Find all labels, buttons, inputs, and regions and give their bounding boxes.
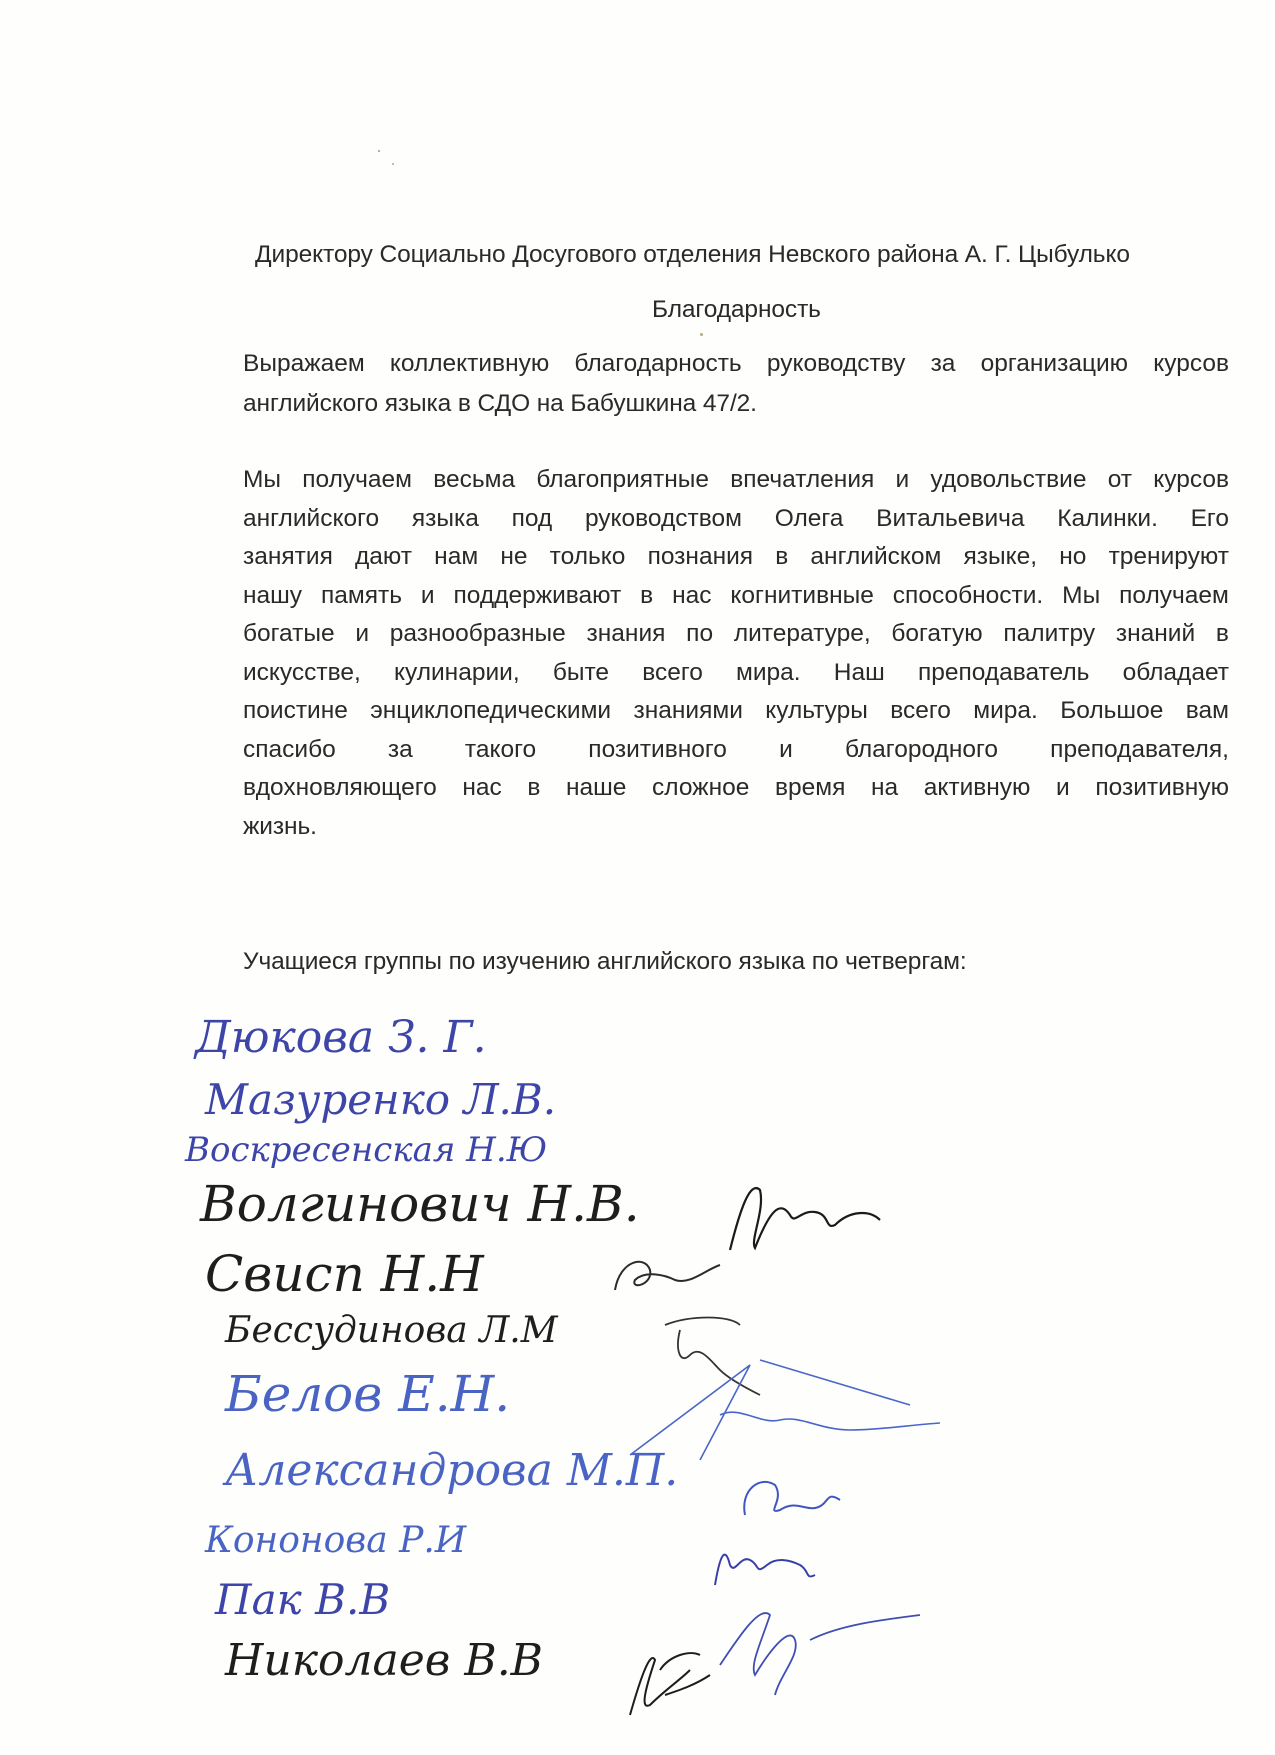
- signatory-name: Кононова Р.И: [205, 1520, 467, 1561]
- word: спасибо: [243, 735, 336, 763]
- word: вам: [1185, 697, 1229, 724]
- word: культуры: [765, 697, 868, 724]
- word: английском: [810, 543, 942, 570]
- word: позитивного: [588, 735, 727, 763]
- word: палитру: [1003, 620, 1096, 647]
- word: наше: [565, 774, 627, 801]
- paragraph-2-line: [243, 774, 1229, 802]
- word: память: [320, 581, 402, 609]
- word: способности.: [892, 581, 1044, 609]
- word: на: [870, 774, 899, 801]
- signatory-name: Николаев В.В: [225, 1635, 544, 1686]
- word: под: [511, 504, 553, 532]
- word: литературе,: [733, 620, 871, 647]
- word: нам: [434, 543, 479, 570]
- word: кулинарии,: [393, 658, 520, 686]
- word: сложное: [652, 774, 750, 801]
- word: курсов: [1153, 466, 1229, 493]
- word: Большое: [1060, 697, 1164, 724]
- word: коллективную: [389, 350, 550, 377]
- word: познания: [647, 543, 754, 570]
- word: время: [774, 774, 846, 801]
- paragraph-2-line: [243, 659, 1229, 687]
- signature-mark: [720, 1170, 900, 1260]
- word: по: [686, 620, 714, 647]
- signature-mark: [620, 1345, 950, 1465]
- word: разнообразные: [389, 620, 566, 647]
- word: мира.: [736, 658, 801, 686]
- signature-mark: [735, 1460, 855, 1530]
- word: и: [1056, 774, 1070, 801]
- signatory-name: Волгинович Н.В.: [200, 1175, 640, 1233]
- word: руководством: [584, 504, 742, 532]
- word: за: [387, 735, 413, 763]
- signatories-heading: Учащиеся группы по изучению английского языка по четвергам:: [243, 948, 967, 975]
- word: позитивную: [1095, 774, 1229, 801]
- word: занятия: [243, 543, 333, 570]
- word: в: [1215, 620, 1229, 647]
- document-title: Благодарность: [652, 296, 821, 323]
- word: руководству: [766, 350, 906, 377]
- word: благоприятные: [536, 466, 710, 493]
- word: в: [775, 543, 789, 570]
- word: Калинки.: [1057, 504, 1158, 532]
- word: преподаватель: [917, 658, 1090, 686]
- word: получаем: [302, 466, 413, 493]
- word: от: [1107, 466, 1132, 493]
- word: благородного: [844, 735, 999, 763]
- paragraph-2-line: [243, 543, 1229, 571]
- word: организацию: [980, 350, 1129, 377]
- signatory-name: Александрова М.П.: [225, 1445, 679, 1496]
- word: всего: [890, 697, 951, 724]
- word: знаний: [1115, 620, 1196, 647]
- paragraph-2-line: жизнь.: [243, 812, 317, 840]
- word: впечатления: [730, 466, 875, 493]
- signature-mark: [605, 1250, 735, 1310]
- scan-speck: [392, 163, 394, 165]
- word: в: [527, 774, 541, 801]
- word: и: [895, 466, 910, 493]
- word: за: [930, 350, 956, 377]
- word: всего: [642, 658, 703, 686]
- word: энциклопедическими: [370, 697, 612, 724]
- word: и: [355, 620, 370, 647]
- word: английского: [243, 504, 380, 532]
- word: удовольствие: [930, 466, 1087, 493]
- word: вдохновляющего: [243, 774, 437, 801]
- word: быте: [552, 658, 610, 686]
- word: и: [779, 735, 793, 763]
- paragraph-2-line: [243, 736, 1229, 764]
- word: курсов: [1153, 350, 1229, 377]
- word: поддерживают: [453, 581, 622, 609]
- signatory-name: Белов Е.Н.: [225, 1365, 511, 1423]
- signatory-name: Свисп Н.Н: [205, 1245, 484, 1303]
- scan-speck: [378, 150, 380, 152]
- word: весьма: [433, 466, 516, 493]
- signatory-name: Бессудинова Л.М: [225, 1310, 558, 1351]
- word: нашу: [243, 581, 303, 609]
- signatory-name: Дюкова З. Г.: [195, 1012, 487, 1063]
- paragraph-2-line: [243, 697, 1229, 725]
- word: но: [1059, 543, 1087, 570]
- word: преподавателя,: [1050, 735, 1229, 763]
- word: знания: [586, 620, 666, 647]
- word: активную: [923, 774, 1031, 801]
- word: нас: [462, 774, 502, 801]
- word: обладает: [1122, 658, 1229, 686]
- paragraph-2-line: [243, 582, 1229, 610]
- signatory-name: Мазуренко Л.В.: [205, 1075, 557, 1124]
- word: и: [420, 581, 435, 609]
- signature-mark: [705, 1535, 825, 1595]
- signatory-name: Пак В.В: [215, 1575, 391, 1624]
- paragraph-1-line: английского языка в СДО на Бабушкина 47/2.: [243, 390, 757, 417]
- signature-mark: [610, 1640, 720, 1720]
- signatory-name: Воскресенская Н.Ю: [185, 1130, 548, 1170]
- word: мира.: [973, 697, 1038, 724]
- word: получаем: [1119, 581, 1229, 609]
- word: благодарность: [574, 350, 742, 377]
- scan-speck: [700, 333, 703, 336]
- word: языке,: [963, 543, 1038, 570]
- word: богатую: [891, 620, 983, 647]
- paragraph-2-line: [243, 466, 1229, 494]
- word: когнитивные: [730, 581, 874, 609]
- word: искусстве,: [243, 658, 361, 686]
- word: Мы: [1062, 581, 1101, 609]
- word: такого: [464, 735, 537, 763]
- word: тренируют: [1108, 543, 1229, 570]
- word: дают: [355, 543, 412, 570]
- addressee-line: Директору Социально Досугового отделения Невского района А. Г. Цыбулько: [255, 241, 1130, 268]
- word: Мы: [243, 466, 282, 493]
- word: Выражаем: [243, 350, 365, 377]
- paragraph-1-line: [243, 350, 1229, 378]
- word: Олега: [774, 504, 844, 532]
- word: в: [640, 581, 654, 609]
- word: поистине: [243, 697, 348, 724]
- word: Его: [1190, 504, 1229, 532]
- word: знаниями: [633, 697, 743, 724]
- paragraph-2-line: [243, 505, 1229, 533]
- word: Наш: [833, 658, 885, 686]
- word: нас: [672, 581, 712, 609]
- word: не: [500, 543, 528, 570]
- word: языка: [411, 504, 479, 532]
- word: богатые: [243, 620, 335, 647]
- word: только: [549, 543, 626, 570]
- paragraph-2-line: [243, 620, 1229, 648]
- word: Витальевича: [876, 504, 1025, 532]
